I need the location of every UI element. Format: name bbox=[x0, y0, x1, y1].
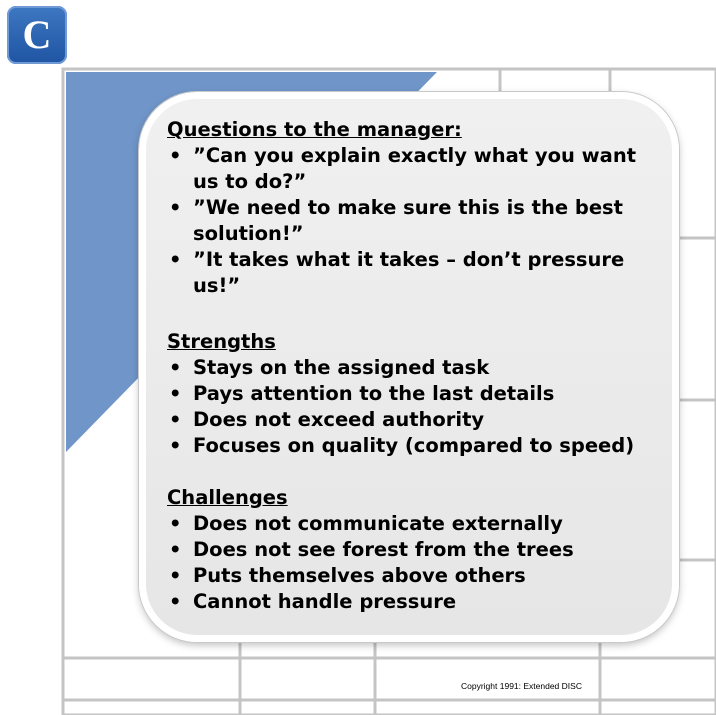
list-item: • Puts themselves above others bbox=[167, 563, 667, 589]
list-item: • Stays on the assigned task bbox=[167, 355, 667, 381]
challenges-list bbox=[167, 511, 667, 615]
list-item: • Does not exceed authority bbox=[167, 407, 667, 433]
category-badge-c: C bbox=[7, 6, 67, 64]
list-item: • ”Can you explain exactly what you want us to do?” bbox=[167, 143, 667, 195]
challenges-heading: Challenges bbox=[167, 486, 288, 509]
list-item: • Does not see forest from the trees bbox=[167, 537, 667, 563]
list-item: • ”We need to make sure this is the best solution!” bbox=[167, 195, 667, 247]
questions-heading: Questions to the manager: bbox=[167, 118, 462, 141]
strengths-heading: Strengths bbox=[167, 330, 276, 353]
strengths-list bbox=[167, 355, 667, 459]
card-content bbox=[167, 117, 667, 615]
list-item: • ”It takes what it takes – don’t pressure us!” bbox=[167, 247, 667, 299]
list-item: • Does not communicate externally bbox=[167, 511, 667, 537]
list-item: • Cannot handle pressure bbox=[167, 589, 667, 615]
copyright-notice: Copyright 1991: Extended DISC bbox=[461, 681, 582, 691]
questions-list bbox=[167, 143, 667, 299]
list-item: • Focuses on quality (compared to speed) bbox=[167, 433, 667, 459]
list-item: • Pays attention to the last details bbox=[167, 381, 667, 407]
